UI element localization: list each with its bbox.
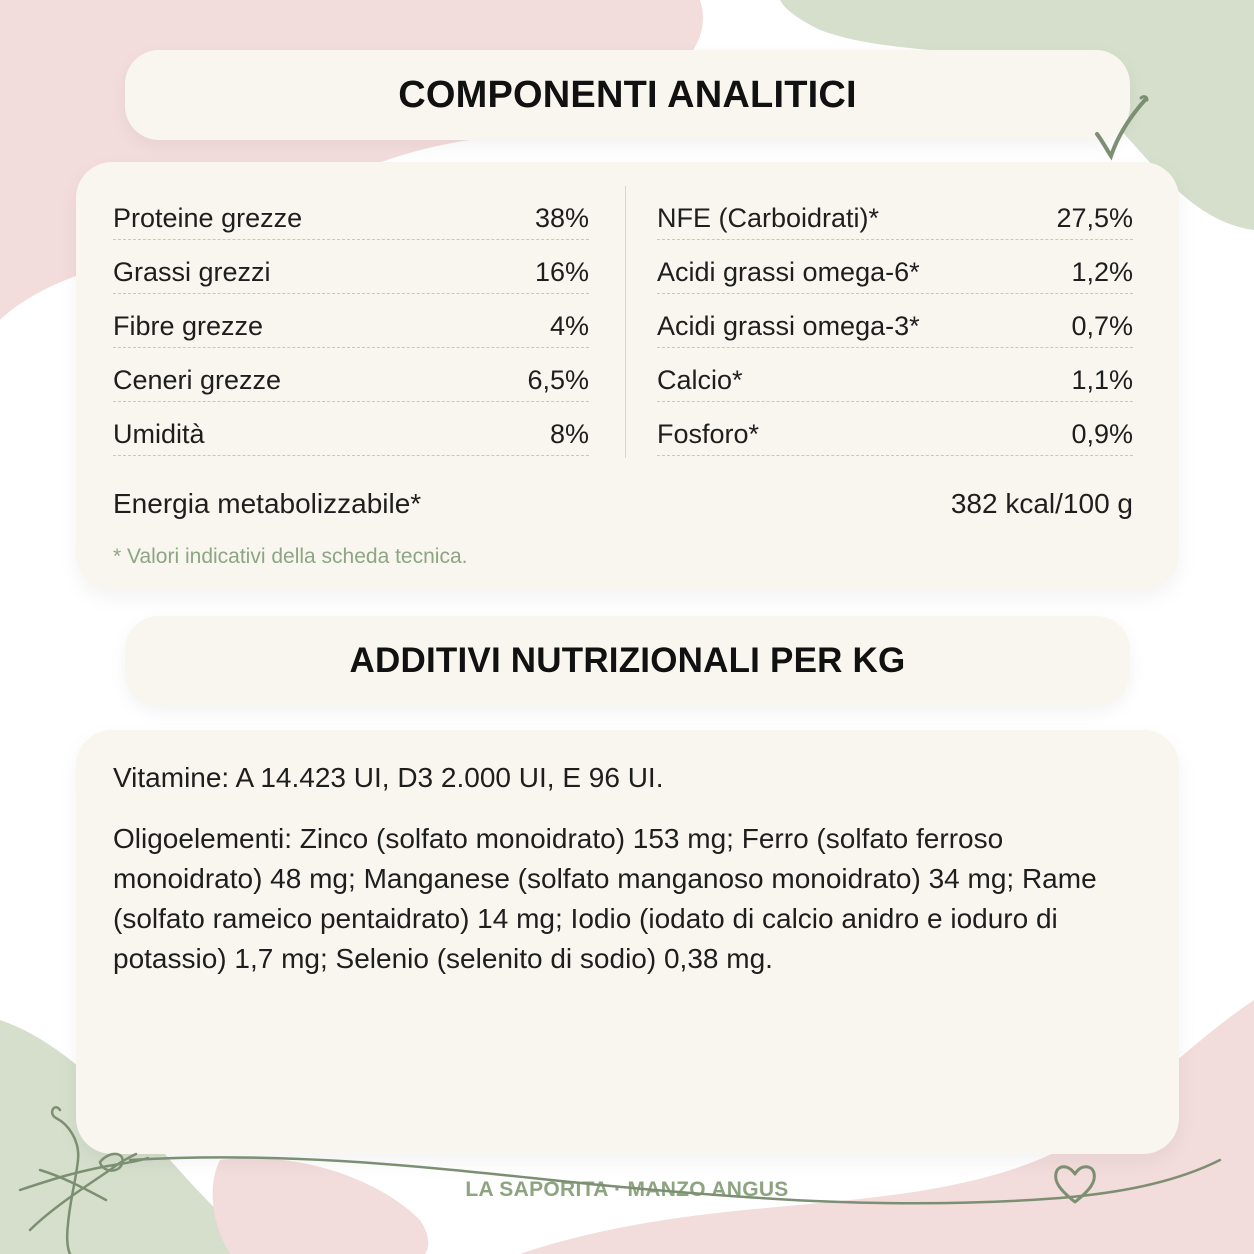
energy-label: Energia metabolizzabile* xyxy=(113,488,422,519)
analytics-value: 1,1% xyxy=(1071,365,1133,395)
energy-value: 382 kcal/100 g xyxy=(950,488,1133,519)
analytics-value: 4% xyxy=(549,311,589,341)
product-name-footer: LA SAPORITA · MANZO ANGUS xyxy=(465,1178,789,1201)
analytics-label: NFE (Carboidrati)* xyxy=(657,203,880,233)
analytics-label: Proteine grezze xyxy=(113,203,303,233)
analytics-value: 0,9% xyxy=(1071,419,1133,449)
analytics-value: 27,5% xyxy=(1056,203,1133,233)
analytics-value: 16% xyxy=(534,257,589,287)
analytics-row xyxy=(113,294,589,348)
analytics-label: Fibre grezze xyxy=(113,311,264,341)
analytics-row xyxy=(657,402,1133,456)
analytics-label: Grassi grezzi xyxy=(113,257,271,287)
analytics-label: Acidi grassi omega-3* xyxy=(657,311,920,341)
additives-card xyxy=(76,730,1179,1154)
analytics-row xyxy=(657,186,1133,240)
checkmark-doodle-icon xyxy=(1085,92,1155,164)
column-divider xyxy=(625,186,626,458)
analytics-row xyxy=(657,240,1133,294)
analytics-row xyxy=(113,402,589,456)
scribble-doodle-icon xyxy=(10,1100,150,1254)
analytics-row xyxy=(113,348,589,402)
energy-row xyxy=(113,488,1133,520)
footnote: * Valori indicativi della scheda tecnica. xyxy=(113,545,468,568)
additives-title: ADDITIVI NUTRIZIONALI PER KG xyxy=(349,641,906,680)
analytics-label: Umidità xyxy=(113,419,205,449)
analytics-label: Acidi grassi omega-6* xyxy=(657,257,920,287)
analytics-value: 8% xyxy=(549,419,589,449)
analytics-left-column xyxy=(113,186,589,456)
analytics-value: 1,2% xyxy=(1071,257,1133,287)
heart-doodle-icon xyxy=(1050,1160,1100,1208)
analytics-title: COMPONENTI ANALITICI xyxy=(398,73,857,116)
additives-title-pill xyxy=(125,616,1130,706)
analytics-label: Calcio* xyxy=(657,365,743,395)
analytics-title-pill xyxy=(125,50,1130,140)
analytics-value: 38% xyxy=(534,203,589,233)
analytics-card xyxy=(76,162,1179,590)
vitamins-text: Vitamine: A 14.423 UI, D3 2.000 UI, E 96 UI. xyxy=(113,762,664,793)
analytics-row xyxy=(657,294,1133,348)
analytics-value: 0,7% xyxy=(1071,311,1133,341)
analytics-label: Fosforo* xyxy=(657,419,760,449)
analytics-row xyxy=(113,186,589,240)
analytics-right-column xyxy=(657,186,1133,456)
analytics-row xyxy=(657,348,1133,402)
analytics-label: Ceneri grezze xyxy=(113,365,282,395)
analytics-value: 6,5% xyxy=(527,365,589,395)
trace-elements-text: Oligoelementi: Zinco (solfato monoidrato) 153 mg; Ferro (solfato ferroso monoidrato) 48 mg; Manganese (solfato manganoso monoidrato) 34 mg; Rame (solfato rameico pentaidrato) 14 mg; Iodio (iodato di calcio anidro e ioduro di potassio) 1,7 mg; Selenio (selenito di sodio) 0,38 mg. xyxy=(113,823,1097,974)
analytics-row xyxy=(113,240,589,294)
